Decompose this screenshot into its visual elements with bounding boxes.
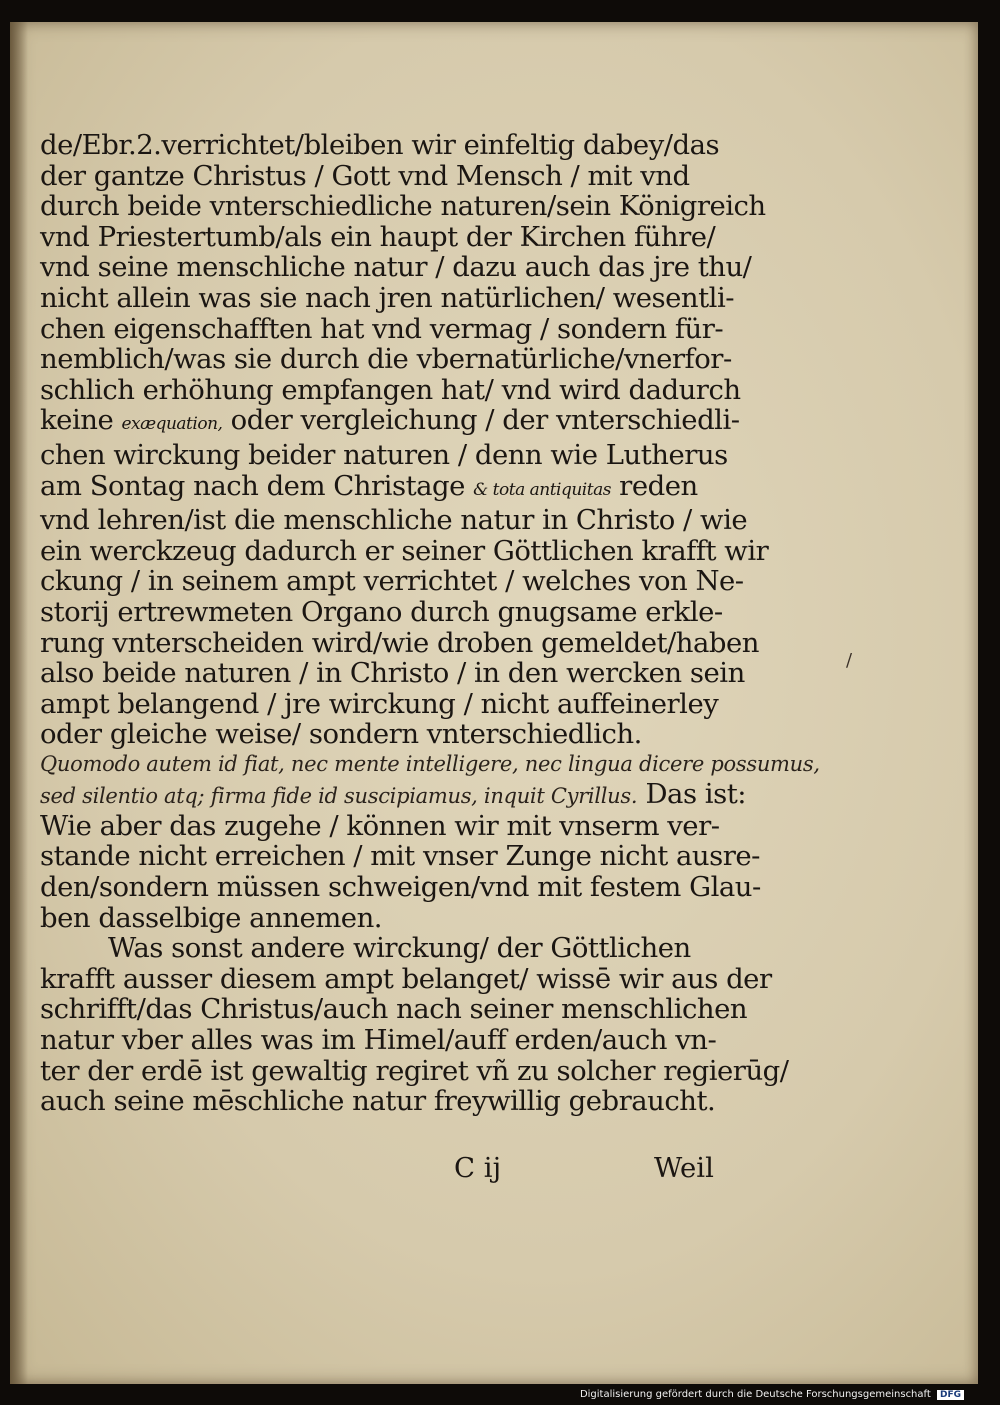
text-line: ter der erdē ist gewaltig regiret vñ zu solcher regierūg/ [40, 1054, 789, 1087]
text-line: ein werckzeug dadurch er seiner Göttlichen krafft wir [40, 534, 769, 567]
text-line: stande nicht erreichen / mit vnser Zunge nicht ausre- [40, 840, 760, 873]
text-line: Wie aber das zugehe / können wir mit vnserm ver- [40, 809, 720, 842]
text-line: vnd Priestertumb/als ein haupt der Kirchen führe/ [40, 220, 716, 253]
main-text-block [40, 129, 820, 1118]
text-line: der gantze Christus / Gott vnd Mensch / mit vnd [40, 159, 690, 192]
text-line: auch seine mēschliche natur freywillig gebraucht. [40, 1085, 716, 1118]
margin-mark: / [846, 650, 853, 671]
latin-quote-segment: sed silentio atq; firma fide id suscipiamus, inquit Cyrillus. [40, 783, 638, 808]
text-line: durch beide vnterschiedliche naturen/sein Königreich [40, 190, 766, 223]
text-line: natur vber alles was im Himel/auff erden/auch vn- [40, 1024, 717, 1057]
text-line: chen wirckung beider naturen / denn wie Lutherus [40, 438, 728, 471]
credit-text: Digitalisierung gefördert durch die Deutsche Forschungsgemeinschaft [579, 1389, 931, 1400]
text-line: nicht allein was sie nach jren natürlichen/ wesentli- [40, 281, 735, 314]
text-line: krafft ausser diesem ampt belanget/ wissē wir aus der [40, 962, 772, 995]
text-segment: reden [610, 469, 698, 502]
text-line: oder gleiche weise/ sondern vnterschiedlich. [40, 718, 642, 751]
text-line: storij ertrewmeten Organo durch gnugsame erkle- [40, 595, 723, 628]
text-line: also beide naturen / in Christo / in den wercken sein [40, 657, 745, 690]
catchword: Weil [654, 1152, 714, 1184]
signature-mark: C ij [454, 1152, 502, 1184]
digitization-credit [580, 1389, 964, 1400]
text-line: ben dasselbige annemen. [40, 901, 383, 934]
text-line: den/sondern müssen schweigen/vnd mit festem Glau- [40, 871, 761, 904]
text-line-mixed [40, 404, 740, 440]
text-line: vnd seine menschliche natur / dazu auch das jre thu/ [40, 251, 752, 284]
text-line: schlich erhöhung empfangen hat/ vnd wird dadurch [40, 373, 741, 406]
latin-term: exæquation, [121, 414, 223, 435]
latin-term: & tota antiquitas [473, 479, 611, 500]
book-page [10, 22, 978, 1384]
page-spine-shadow [10, 22, 28, 1384]
text-line: ampt belangend / jre wirckung / nicht auffeinerley [40, 687, 719, 720]
text-segment: Das ist: [637, 777, 747, 810]
latin-quote-line [40, 777, 747, 811]
dfg-logo: DFG [937, 1390, 964, 1400]
latin-quote-line: Quomodo autem id fiat, nec mente intelligere, nec lingua dicere possumus, [40, 751, 820, 776]
text-line: schrifft/das Christus/auch nach seiner menschlichen [40, 993, 748, 1026]
paragraph-first-line: Was sonst andere wirckung/ der Göttlichen [108, 932, 691, 965]
text-segment: am Sontag nach dem Christage [40, 469, 474, 502]
text-line: rung vnterscheiden wird/wie droben gemeldet/haben [40, 626, 760, 659]
text-line: ckung / in seinem ampt verrichtet / welches von Ne- [40, 565, 744, 598]
text-line: nemblich/was sie durch die vbernatürliche/vnerfor- [40, 343, 732, 376]
text-line-mixed [40, 471, 730, 506]
text-line: chen eigenschafften hat vnd vermag / sondern für- [40, 312, 724, 345]
text-segment: keine [40, 404, 122, 437]
text-line: vnd lehren/ist die menschliche natur in Christo / wie [40, 504, 748, 537]
text-segment: oder vergleichung / der vnterschiedli- [222, 404, 740, 437]
text-line: de/Ebr.2.verrichtet/bleiben wir einfeltig dabey/das [40, 129, 720, 161]
